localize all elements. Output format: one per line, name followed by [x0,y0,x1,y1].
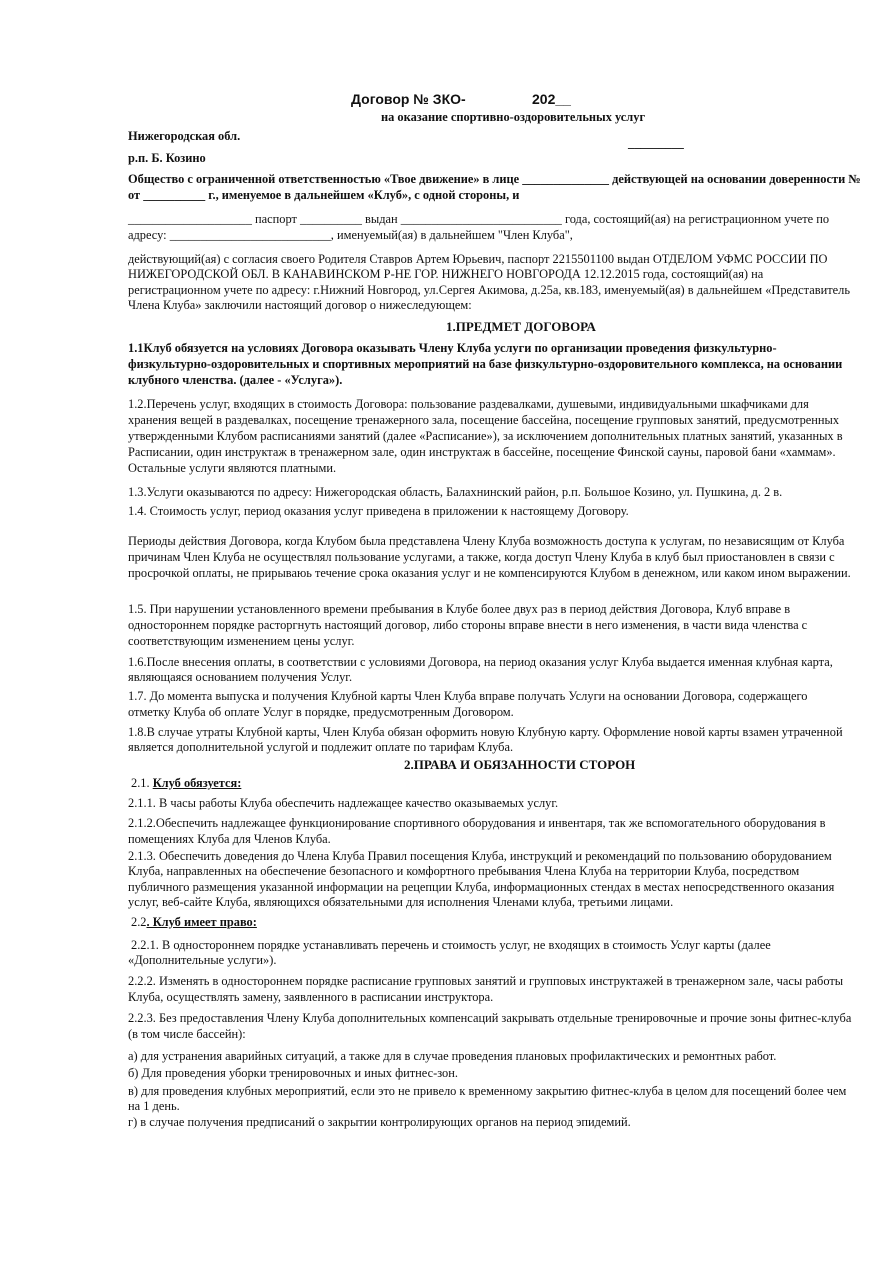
clause-1-6: 1.6.После внесения оплаты, в соответствии с условиями Договора, на период оказания услуг Клуба выдается именная клубная карта, [128,655,833,669]
preamble-line: Общество с ограниченной ответственностью «Твое движение» в лице ______________ действующей на основании доверенности № [128,172,861,186]
clause-1-1: физкультурно-оздоровительных и спортивных мероприятий на базе физкультурно-оздоровительного комплекса, на основании [128,357,843,371]
clause-1-2: утвержденными Клубом расписаниями занятий (далее «Расписание»), за исключением дополнительных платных занятий, указанных в [128,429,843,443]
clause-2-2-number: 2.2 [131,915,147,929]
list-item-c: в) для проведения клубных мероприятий, если это не привело к временному закрытию фитнес-клуба в целом для посещений более чем [128,1084,847,1098]
clause-2-2-1: «Дополнительные услуги»). [128,953,277,967]
preamble-line: регистрационном учете по адресу: г.Нижний Новгород, ул.Сергея Акимова, д.25а, кв.183, именуемый(ая) в дальнейшем «Представитель [128,283,850,297]
preamble-line: НИЖЕГОРОДСКОЙ ОБЛ. В КАНАВИНСКОМ Р-НЕ ГОР. НИЖНЕГО НОВГОРОДА 12.12.2015 года, состоящий(ая) на [128,267,764,281]
clause-2-1-3: Клуба, направленных на обеспечение безопасного и комфортного пребывания Члена Клуба на территории Клуба, посредством [128,864,800,878]
clause-1-2: 1.2.Перечень услуг, входящих в стоимость Договора: пользование раздевалками, душевыми, индивидуальными шкафчиками для [128,397,809,411]
clause-1-2: Остальные услуги являются платными. [128,461,337,475]
preamble-line: действующий(ая) с согласия своего Родителя Ставров Артем Юрьевич, паспорт 2215501100 выдан ОТДЕЛОМ УФМС РОССИИ ПО [128,252,828,266]
clause-2-2-title: . Клуб имеет право: [146,915,257,929]
preamble-line: адресу: __________________________, именуемый(ая) в дальнейшем "Член Клуба", [128,228,573,242]
contract-title: Договор № ЗКО- [351,91,466,107]
preamble-line: ____________________ паспорт __________ выдан __________________________ года, состоящий(ая) на регистрационном учете по [128,212,830,226]
clause-2-2-heading [131,915,257,929]
town-label: р.п. Б. Козино [128,151,206,165]
periods-paragraph: просрочкой оплаты, не прирываюь течение срока оказания услуг и не компенсируются Клубом в денежном, или каком ином выражении. [128,566,851,580]
clause-1-4: 1.4. Стоимость услуг, период оказания услуг приведена в приложении к настоящему Договору. [128,504,629,518]
region-label: Нижегородская обл. [128,129,241,143]
section-2-heading: 2.ПРАВА И ОБЯЗАННОСТИ СТОРОН [404,757,636,772]
clause-1-3: 1.3.Услуги оказываются по адресу: Нижегородская область, Балахнинский район, р.п. Большое Козино, ул. Пушкина, д. 2 в. [128,485,783,499]
clause-2-1-2: 2.1.2.Обеспечить надлежащее функционирование спортивного оборудования и инвентаря, так же вспомогательного оборудования в [128,816,826,830]
clause-1-2: хранения вещей в раздевалках, посещение тренажерного зала, посещение бассейна, посещение групповых занятий, предусмотренных [128,413,840,427]
list-item-d: г) в случае получения предписаний о закрытии контролирующих органов на период эпидемий. [128,1115,631,1129]
periods-paragraph: причинам Член Клуба не осуществлял пользование услугами, а также, когда доступ Члену Клуба в клуб был приостановлен в связи с [128,550,835,564]
section-1-heading: 1.ПРЕДМЕТ ДОГОВОРА [446,319,596,334]
date-blank: _________ [628,136,684,150]
periods-paragraph: Периоды действия Договора, когда Клубом была представлена Члену Клуба возможность доступа к услугам, по независящим от Клуба [128,534,845,548]
clause-2-1-3: публичного размещения указанной информации на рецепции Клуба, информационных стендах в местах непосредственного оказания [128,880,835,894]
list-item-b: б) Для проведения уборки тренировочных и иных фитнес-зон. [128,1066,458,1080]
clause-1-2: Расписании, один инструктаж в тренажерном зале, один инструктаж в бассейне, посещение Финской сауны, паровой бани «хаммам». [128,445,836,459]
clause-2-2-2: Клуба, осуществлять замену, заявленного в расписании инструктора. [128,990,494,1004]
clause-2-2-3: (в том числе бассейн): [128,1027,246,1041]
preamble-line: Члена Клуба» заключили настоящий договор о нижеследующем: [128,298,472,312]
clause-2-2-1: 2.2.1. В одностороннем порядке устанавливать перечень и стоимость услуг, не входящих в стоимость Услуг карты (далее [131,938,771,952]
contract-year: 202__ [532,91,571,107]
clause-2-1-heading [131,776,241,790]
clause-2-2-3: 2.2.3. Без предоставления Члену Клуба дополнительных компенсаций закрывать отдельные тренировочные и прочие зоны фитнес-клуба [128,1011,852,1025]
clause-1-5: 1.5. При нарушении установленного времени пребывания в Клубе более двух раз в период действия Договора, Клуб вправе в [128,602,791,616]
clause-1-1: 1.1Клуб обязуется на условиях Договора оказывать Члену Клуба услуги по организации проведения физкультурно- [128,341,777,355]
clause-1-6: являющаяся основанием получения Услуг. [128,670,353,684]
clause-1-8: является дополнительной услугой и подлежит оплате по тарифам Клуба. [128,740,514,754]
clause-1-8: 1.8.В случае утраты Клубной карты, Член Клуба обязан оформить новую Клубную карту. Оформление новой карты взамен утраченной [128,725,843,739]
clause-1-5: соответствующим изменением цены услуг. [128,634,355,648]
clause-2-1-1: 2.1.1. В часы работы Клуба обеспечить надлежащее качество оказываемых услуг. [128,796,559,810]
clause-2-1-title: Клуб обязуется: [152,776,242,790]
clause-2-1-2: помещениях Клуба для Членов Клуба. [128,832,331,846]
preamble-line: от __________ г., именуемое в дальнейшем «Клуб», с одной стороны, и [128,188,520,202]
clause-1-5: одностороннем порядке расторгнуть настоящий договор, либо стороны вправе внести в него изменения, в части вида членства с [128,618,808,632]
clause-2-2-2: 2.2.2. Изменять в одностороннем порядке расписание групповых занятий и групповых инструктажей в тренажерном зале, часы работы [128,974,844,988]
clause-1-7: отметку Клуба об оплате Услуг в порядке, предусмотренным Договором. [128,705,514,719]
clause-1-7: 1.7. До момента выпуска и получения Клубной карты Член Клуба вправе получать Услуги на основании Договора, содержащего [128,689,808,703]
list-item-a: а) для устранения аварийных ситуаций, а также для в случае проведения плановых профилактических и ремонтных работ. [128,1049,777,1063]
contract-subtitle: на оказание спортивно-оздоровительных услуг [381,110,646,124]
list-item-c: на 1 день. [128,1099,180,1113]
clause-1-1: клубного членства. (далее - «Услуга»). [128,373,343,387]
clause-2-1-number: 2.1. [131,776,153,790]
clause-2-1-3: услуг, веб-сайте Клуба, являющихся обязательными для исполнения Членами клуба, третьими лицами. [128,895,674,909]
clause-2-1-3: 2.1.3. Обеспечить доведения до Члена Клуба Правил посещения Клуба, инструкций и рекомендаций по пользованию оборудованием [128,849,832,863]
